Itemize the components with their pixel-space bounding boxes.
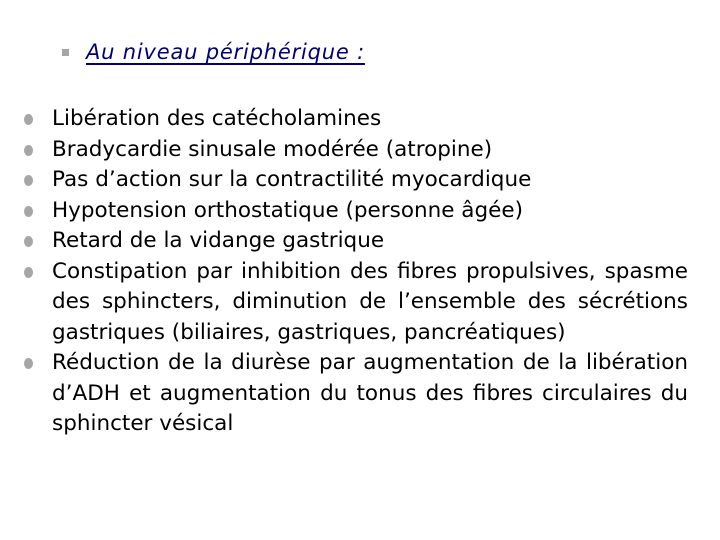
round-bullet-icon [24,114,33,125]
list-item-text: Pas d’action sur la contractilité myocardique [52,167,532,192]
list-item [24,104,688,135]
list-item-text: Réduction de la diurèse par augmentation de la libération d’ADH et augmentation du tonus des fibres circulaires du sphincter vésical [52,350,688,436]
round-bullet-icon [24,358,33,369]
section-title: Au niveau périphérique : [86,40,365,64]
round-bullet-icon [24,206,33,217]
round-bullet-icon [24,175,33,186]
list-item-text: Hypotension orthostatique (personne âgée) [52,197,523,223]
bullet-list [24,104,688,440]
list-item [24,257,688,349]
list-item-text: Libération des catécholamines [52,106,382,131]
list-item [24,196,688,227]
section-heading [62,40,365,64]
round-bullet-icon [24,236,33,247]
round-bullet-icon [24,145,33,156]
list-item [24,348,688,440]
list-item-text: Constipation par inhibition des fibres propulsives, spasme des sphincters, diminution de l’ensemble des sécrétions gastriques (biliaires, gastriques, pancréatiques) [52,258,688,345]
round-bullet-icon [24,267,33,278]
list-item [24,226,688,257]
list-item [24,165,688,196]
list-item-text: Retard de la vidange gastrique [52,228,385,253]
list-item-text: Bradycardie sinusale modérée (atropine) [52,136,493,162]
square-bullet-icon [62,49,69,56]
list-item [24,135,688,166]
